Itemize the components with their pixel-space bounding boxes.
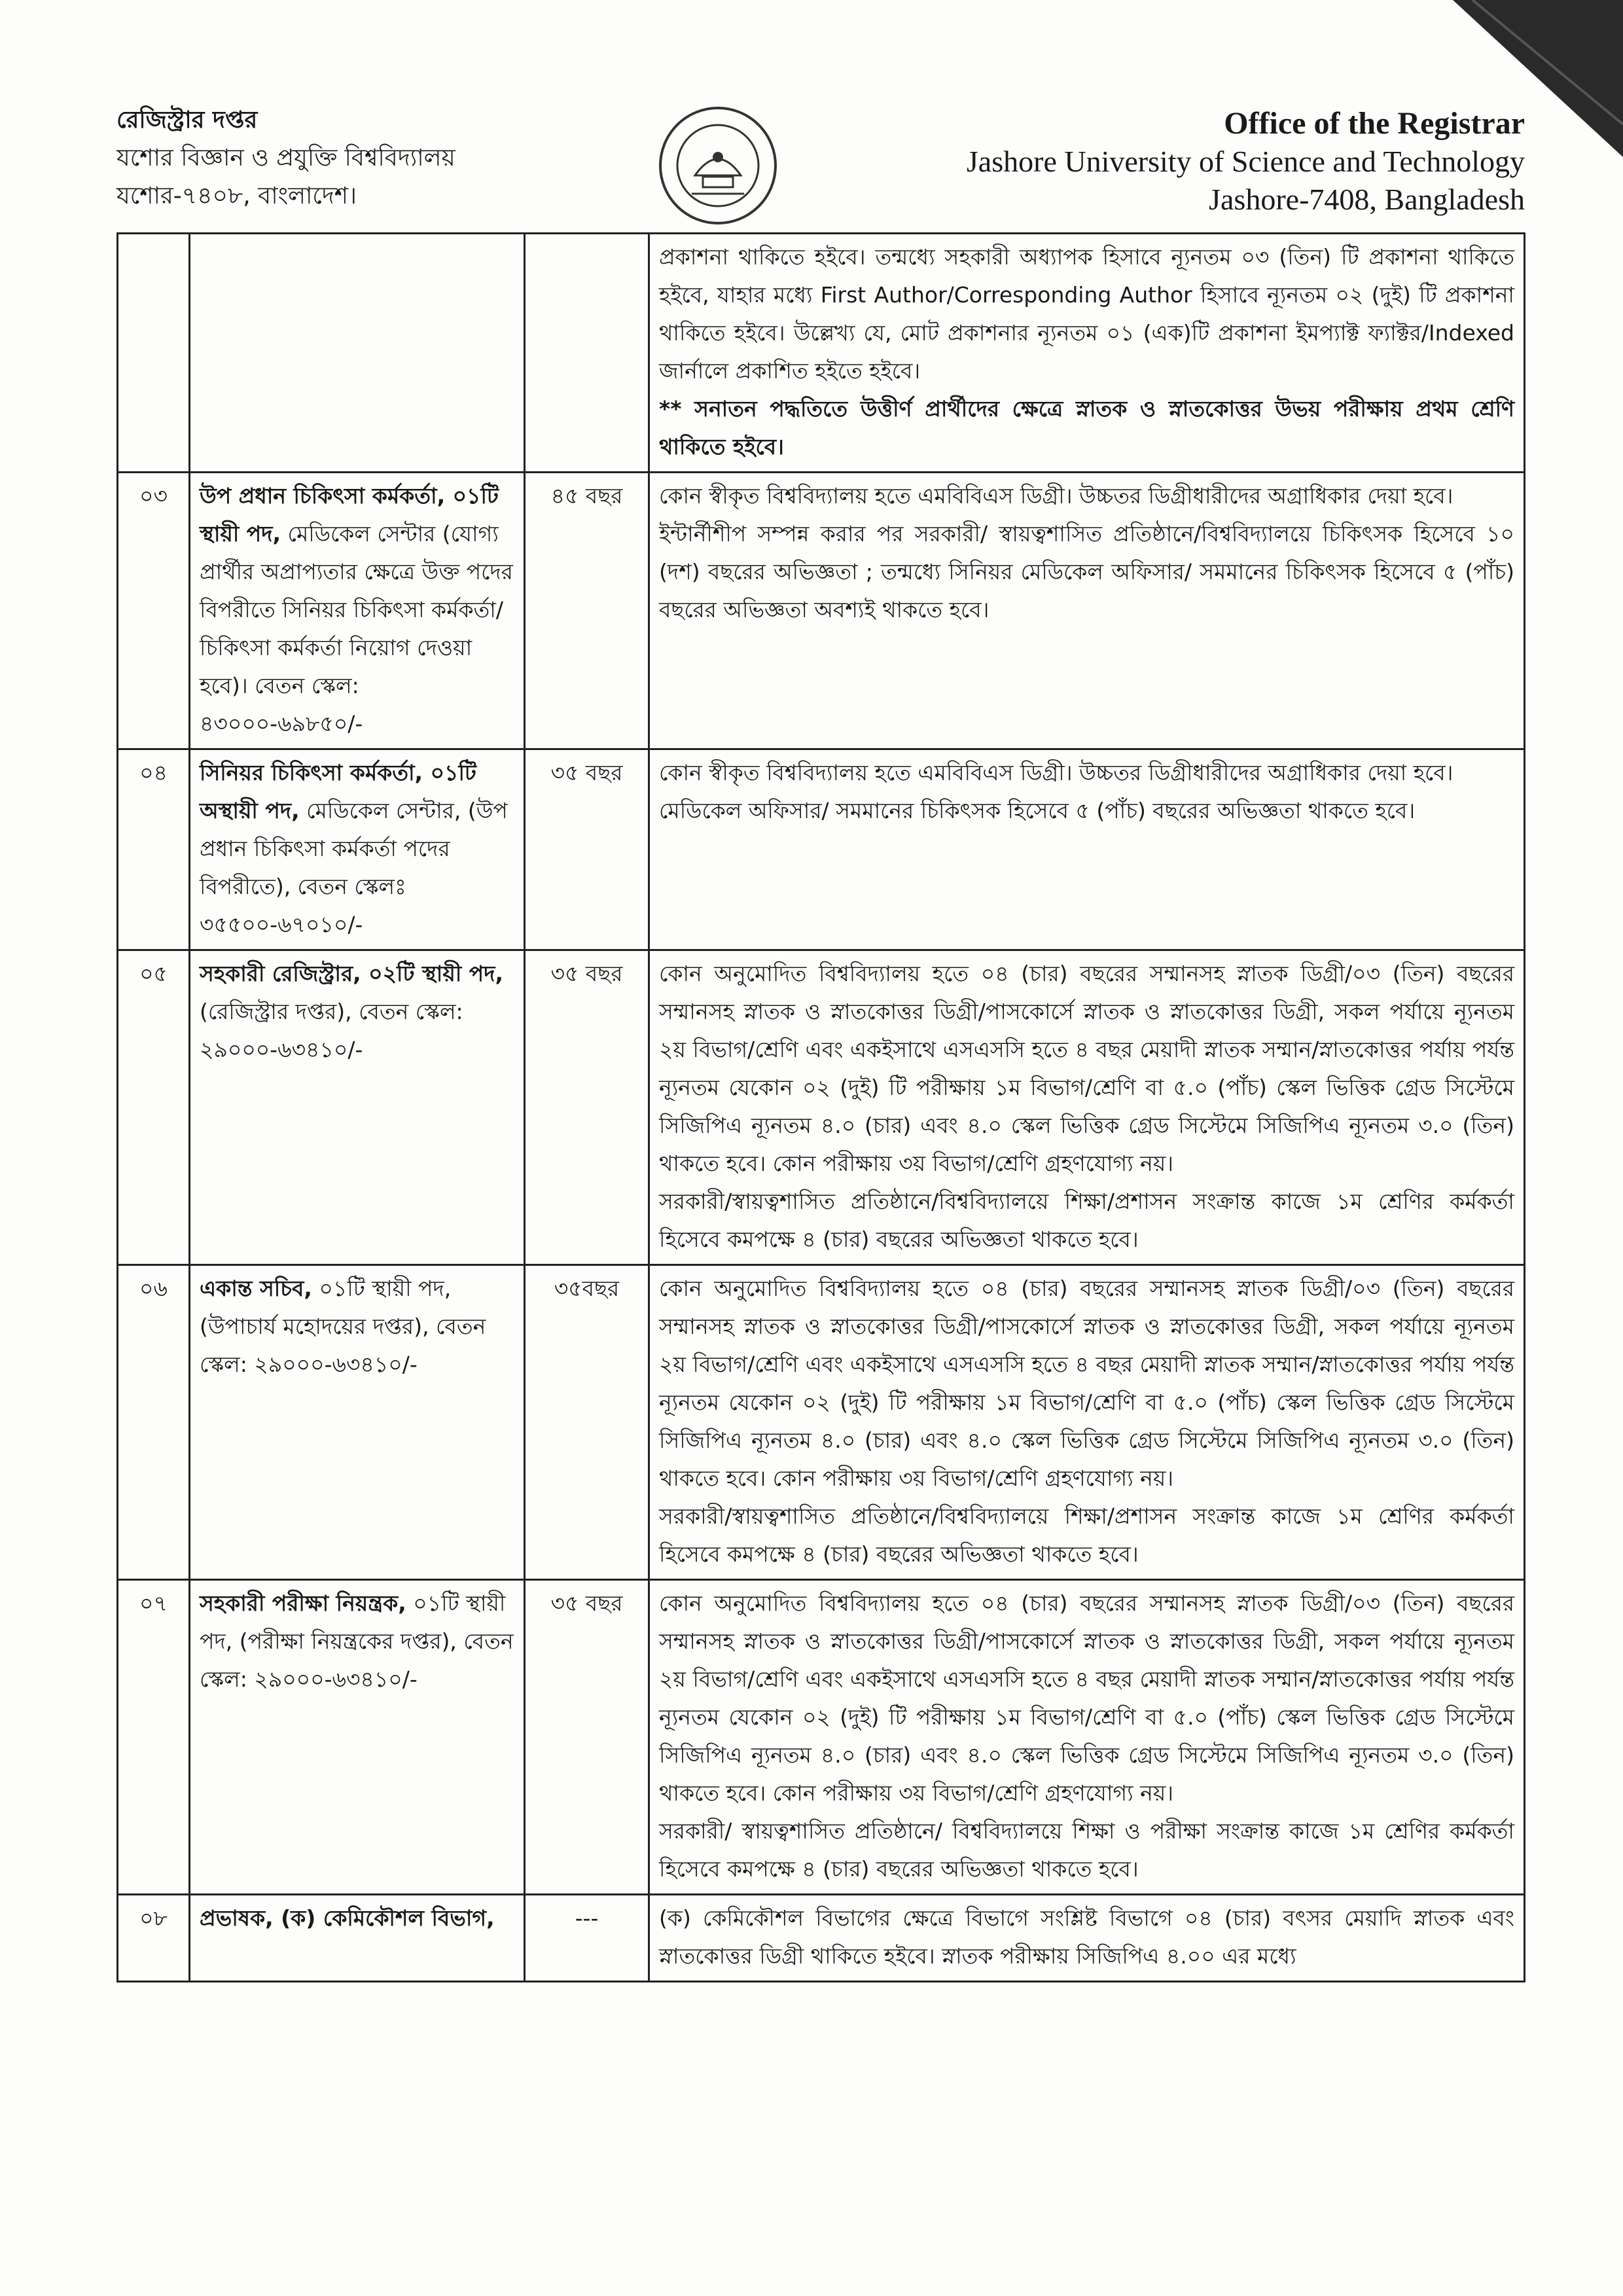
age-limit: ৩৫ বছর — [525, 1580, 649, 1895]
post-details: মেডিকেল সেন্টার, (উপ প্রধান চিকিৎসা কর্মকর্তা পদের বিপরীতে), বেতন স্কেলঃ ৩৫৫০০-৬৭০১০/- — [200, 798, 508, 937]
university-name-en: Jashore University of Science and Technology — [966, 145, 1525, 178]
qualification-paragraph: কোন অনুমোদিত বিশ্ববিদ্যালয় হতে ০৪ (চার) বছরের সম্মানসহ স্নাতক ডিগ্রী/০৩ (তিন) বছরের সম্মানসহ স্নাতক ও স্নাতকোত্তর ডিগ্রী/পাসকোর্সে স্নাতক ও স্নাতকোত্তর ডিগ্রী, সকল পর্যায়ে ন্যূনতম ২য় বিভাগ/শ্রেণি এবং একইসাথে এসএসসি হতে ৪ বছর মেয়াদী স্নাতক সম্মান/স্নাতকোত্তর পর্যায় পর্যন্ত ন্যূনতম যেকোন ০২ (দুই) টি পরীক্ষায় ১ম বিভাগ/শ্রেণি বা ৫.০ (পাঁচ) স্কেল ভিত্তিক গ্রেড সিস্টেমে সিজিপিএ ন্যূনতম ৪.০ (চার) এবং ৪.০ স্কেল ভিত্তিক গ্রেড সিস্টেমে সিজিপিএ ন্যূনতম ৩.০ (তিন) থাকতে হবে। কোন পরীক্ষায় ৩য় বিভাগ/শ্রেণি গ্রহণযোগ্য নয়। — [659, 1276, 1514, 1491]
post-title: উপ প্রধান চিকিৎসা কর্মকর্তা, ০১টি স্থায়ী পদ, — [200, 483, 499, 547]
age-limit: ৪৫ বছর — [525, 473, 649, 749]
post-description — [190, 1580, 525, 1895]
header-bangla — [116, 101, 614, 215]
age-limit: ৩৫বছর — [525, 1265, 649, 1580]
university-seal-logo — [656, 103, 780, 228]
serial-number: ০৩ — [118, 473, 190, 749]
qualification-paragraph: সরকারী/ স্বায়ত্বশাসিত প্রতিষ্ঠানে/ বিশ্ববিদ্যালয়ে শিক্ষা ও পরীক্ষা সংক্রান্ত কাজে ১ম শ্রেণির কর্মকর্তা হিসেবে কমপক্ষে ৪ (চার) বছরের অভিজ্ঞতা থাকতে হবে। — [659, 1818, 1515, 1882]
post-description — [190, 1265, 525, 1580]
qualification-paragraph: ইন্টার্নীশীপ সম্পন্ন করার পর সরকারী/ স্বায়ত্বশাসিত প্রতিষ্ঠানে/বিশ্ববিদ্যালয়ে চিকিৎসক হিসেবে ১০ (দশ) বছরের অভিজ্ঞতা ; তন্মধ্যে সিনিয়র মেডিকেল অফিসার/ সমমানের চিকিৎসক হিসেবে ৫ (পাঁচ) বছরের অভিজ্ঞতা অবশ্যই থাকতে হবে। — [659, 521, 1514, 622]
post-details: ০১টি স্থায়ী পদ, (পরীক্ষা নিয়ন্ত্রকের দপ্তর), বেতন স্কেল: ২৯০০০-৬৩৪১০/- — [200, 1590, 514, 1692]
post-title: সহকারী রেজিস্ট্রার, ০২টি স্থায়ী পদ, — [200, 961, 504, 986]
table-row — [118, 1895, 1525, 1982]
serial-number: ০৫ — [118, 950, 190, 1265]
qualification — [649, 1895, 1525, 1982]
table-row — [118, 1265, 1525, 1580]
office-name-en: Office of the Registrar — [1224, 106, 1525, 141]
table-row — [118, 234, 1525, 473]
qualification-paragraph: কোন স্বীকৃত বিশ্ববিদ্যালয় হতে এমবিবিএস ডিগ্রী। উচ্চতর ডিগ্রীধারীদের অগ্রাধিকার দেয়া হবে। — [659, 483, 1454, 509]
serial-number — [118, 234, 190, 473]
post-description — [190, 234, 525, 473]
office-name-bn: রেজিস্ট্রার দপ্তর — [116, 107, 258, 134]
age-limit — [525, 234, 649, 473]
post-description — [190, 1895, 525, 1982]
qualification-paragraph: (ক) কেমিকৌশল বিভাগের ক্ষেত্রে বিভাগে সংশ্লিষ্ট বিভাগে ০৪ (চার) বৎসর মেয়াদি স্নাতক এবং স্নাতকোত্তর ডিগ্রী থাকিতে হইবে। স্নাতক পরীক্ষায় সিজিপিএ ৪.০০ এর মধ্যে — [659, 1905, 1514, 1969]
serial-number: ০৭ — [118, 1580, 190, 1895]
post-title: সিনিয়র চিকিৎসা কর্মকর্তা, ০১টি অস্থায়ী পদ, — [200, 760, 476, 823]
qualification-paragraph: প্রকাশনা থাকিতে হইবে। তন্মধ্যে সহকারী অধ্যাপক হিসাবে ন্যূনতম ০৩ (তিন) টি প্রকাশনা থাকিতে হইবে, যাহার মধ্যে First Author/Corresponding Author হিসাবে ন্যূনতম ০২ (দুই) টি প্রকাশনা থাকিতে হইবে। উল্লেখ্য যে, মোট প্রকাশনার ন্যূনতম ০১ (এক)টি প্রকাশনা ইমপ্যাক্ট ফ্যাক্টর/Indexed জার্নালে প্রকাশিত হইতে হইবে। — [659, 244, 1514, 384]
header-english — [870, 105, 1525, 219]
qualification-note: ** সনাতন পদ্ধতিতে উত্তীর্ণ প্রার্থীদের ক্ষেত্রে স্নাতক ও স্নাতকোত্তর উভয় পরীক্ষায় প্রথম শ্রেণি থাকিতে হইবে। — [659, 396, 1514, 459]
serial-number: ০৬ — [118, 1265, 190, 1580]
qualification-paragraph: সরকারী/স্বায়ত্বশাসিত প্রতিষ্ঠানে/বিশ্ববিদ্যালয়ে শিক্ষা/প্রশাসন সংক্রান্ত কাজে ১ম শ্রেণির কর্মকর্তা হিসেবে কমপক্ষে ৪ (চার) বছরের অভিজ্ঞতা থাকতে হবে। — [659, 1503, 1514, 1567]
qualification — [649, 950, 1525, 1265]
qualification-paragraph: মেডিকেল অফিসার/ সমমানের চিকিৎসক হিসেবে ৫ (পাঁচ) বছরের অভিজ্ঞতা থাকতে হবে। — [659, 798, 1416, 823]
post-description — [190, 950, 525, 1265]
qualification — [649, 234, 1525, 473]
post-title: সহকারী পরীক্ষা নিয়ন্ত্রক, — [200, 1590, 406, 1616]
qualification-paragraph: কোন অনুমোদিত বিশ্ববিদ্যালয় হতে ০৪ (চার) বছরের সম্মানসহ স্নাতক ডিগ্রী/০৩ (তিন) বছরের সম্মানসহ স্নাতক ও স্নাতকোত্তর ডিগ্রী/পাসকোর্সে স্নাতক ও স্নাতকোত্তর ডিগ্রী, সকল পর্যায়ে ন্যূনতম ২য় বিভাগ/শ্রেণি এবং একইসাথে এসএসসি হতে ৪ বছর মেয়াদী স্নাতক সম্মান/স্নাতকোত্তর পর্যায় পর্যন্ত ন্যূনতম যেকোন ০২ (দুই) টি পরীক্ষায় ১ম বিভাগ/শ্রেণি বা ৫.০ (পাঁচ) স্কেল ভিত্তিক গ্রেড সিস্টেমে সিজিপিএ ন্যূনতম ৪.০ (চার) এবং ৪.০ স্কেল ভিত্তিক গ্রেড সিস্টেমে সিজিপিএ ন্যূনতম ৩.০ (তিন) থাকতে হবে। কোন পরীক্ষায় ৩য় বিভাগ/শ্রেণি গ্রহণযোগ্য নয়। — [659, 1590, 1514, 1806]
qualification — [649, 1265, 1525, 1580]
age-limit: ৩৫ বছর — [525, 749, 649, 950]
post-title: প্রভাষক, (ক) কেমিকৌশল বিভাগ, — [200, 1905, 495, 1931]
qualification-paragraph: কোন স্বীকৃত বিশ্ববিদ্যালয় হতে এমবিবিএস ডিগ্রী। উচ্চতর ডিগ্রীধারীদের অগ্রাধিকার দেয়া হবে। — [659, 760, 1454, 785]
qualification — [649, 1580, 1525, 1895]
age-limit: ৩৫ বছর — [525, 950, 649, 1265]
university-name-bn: যশোর বিজ্ঞান ও প্রযুক্তি বিশ্ববিদ্যালয় — [116, 145, 455, 171]
table-row — [118, 950, 1525, 1265]
post-description — [190, 473, 525, 749]
post-title: একান্ত সচিব, — [200, 1276, 312, 1301]
address-en: Jashore-7408, Bangladesh — [1209, 183, 1525, 216]
post-details: (রেজিস্ট্রার দপ্তর), বেতন স্কেল: ২৯০০০-৬৩৪১০/- — [200, 999, 463, 1062]
post-details: মেডিকেল সেন্টার (যোগ্য প্রার্থীর অপ্রাপ্যতার ক্ষেত্রে উক্ত পদের বিপরীতে সিনিয়র চিকিৎসা কর্মকর্তা/চিকিৎসা কর্মকর্তা নিয়োগ দেওয়া হবে)। বেতন স্কেল: ৪৩০০০-৬৯৮৫০/- — [200, 521, 513, 736]
qualification — [649, 473, 1525, 749]
post-details: ০১টি স্থায়ী পদ, (উপাচার্য মহোদয়ের দপ্তর), বেতন স্কেল: ২৯০০০-৬৩৪১০/- — [200, 1276, 486, 1377]
table-row — [118, 1580, 1525, 1895]
qualification — [649, 749, 1525, 950]
table-row — [118, 749, 1525, 950]
post-description — [190, 749, 525, 950]
address-bn: যশোর-৭৪০৮, বাংলাদেশ। — [116, 183, 357, 209]
qualification-paragraph: কোন অনুমোদিত বিশ্ববিদ্যালয় হতে ০৪ (চার) বছরের সম্মানসহ স্নাতক ডিগ্রী/০৩ (তিন) বছরের সম্মানসহ স্নাতক ও স্নাতকোত্তর ডিগ্রী/পাসকোর্সে স্নাতক ও স্নাতকোত্তর ডিগ্রী, সকল পর্যায়ে ন্যূনতম ২য় বিভাগ/শ্রেণি এবং একইসাথে এসএসসি হতে ৪ বছর মেয়াদী স্নাতক সম্মান/স্নাতকোত্তর পর্যায় পর্যন্ত ন্যূনতম যেকোন ০২ (দুই) টি পরীক্ষায় ১ম বিভাগ/শ্রেণি বা ৫.০ (পাঁচ) স্কেল ভিত্তিক গ্রেড সিস্টেমে সিজিপিএ ন্যূনতম ৪.০ (চার) এবং ৪.০ স্কেল ভিত্তিক গ্রেড সিস্টেমে সিজিপিএ ন্যূনতম ৩.০ (তিন) থাকতে হবে। কোন পরীক্ষায় ৩য় বিভাগ/শ্রেণি গ্রহণযোগ্য নয়। — [659, 961, 1514, 1176]
age-limit: --- — [525, 1895, 649, 1982]
table-row — [118, 473, 1525, 749]
vacancy-table — [116, 232, 1525, 1982]
serial-number: ০৮ — [118, 1895, 190, 1982]
qualification-paragraph: সরকারী/স্বায়ত্বশাসিত প্রতিষ্ঠানে/বিশ্ববিদ্যালয়ে শিক্ষা/প্রশাসন সংক্রান্ত কাজে ১ম শ্রেণির কর্মকর্তা হিসেবে কমপক্ষে ৪ (চার) বছরের অভিজ্ঞতা থাকতে হবে। — [659, 1189, 1514, 1252]
serial-number: ০৪ — [118, 749, 190, 950]
